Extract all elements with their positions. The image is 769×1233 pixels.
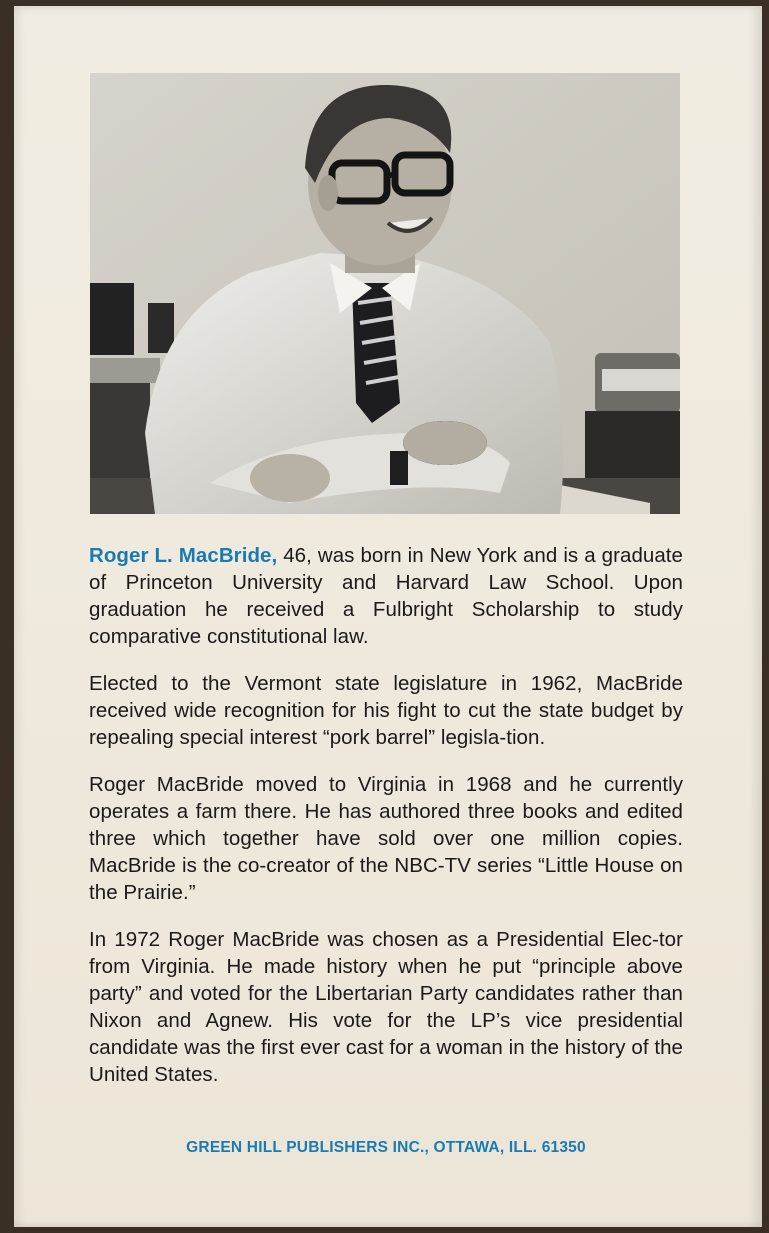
author-name: Roger L. MacBride, [89, 544, 278, 567]
author-photo-image [90, 73, 680, 514]
publisher-imprint: GREEN HILL PUBLISHERS INC., OTTAWA, ILL. 61350 [186, 1139, 586, 1156]
author-photo [90, 73, 680, 514]
bio-paragraph-1 [89, 542, 683, 650]
book-back-cover [14, 6, 762, 1227]
bio-paragraph-1-text: 46, was born in New York and is a graduate of Princeton University and Harvard Law School. Upon graduation he received a Fulbright Scholarship to study comparative constitutional law. [89, 544, 683, 648]
author-biography [89, 542, 683, 1108]
bio-paragraph-4: In 1972 Roger MacBride was chosen as a Presidential Elec-tor from Virginia. He made history when he put “principle above party” and voted for the Libertarian Party candidates rather than Nixon and Agnew. His vote for the LP’s vice presidential candidate was the first ever cast for a woman in the history of the United States. [89, 928, 683, 1086]
bio-paragraph-2: Elected to the Vermont state legislature in 1962, MacBride received wide recognition for his fight to cut the state budget by repealing special interest “pork barrel” legisla-tion. [89, 672, 683, 749]
bio-paragraph-3: Roger MacBride moved to Virginia in 1968 and he currently operates a farm there. He has authored three books and edited three which together have sold over one million copies. MacBride is the co-creator of the NBC-TV series “Little House on the Prairie.” [89, 773, 683, 904]
